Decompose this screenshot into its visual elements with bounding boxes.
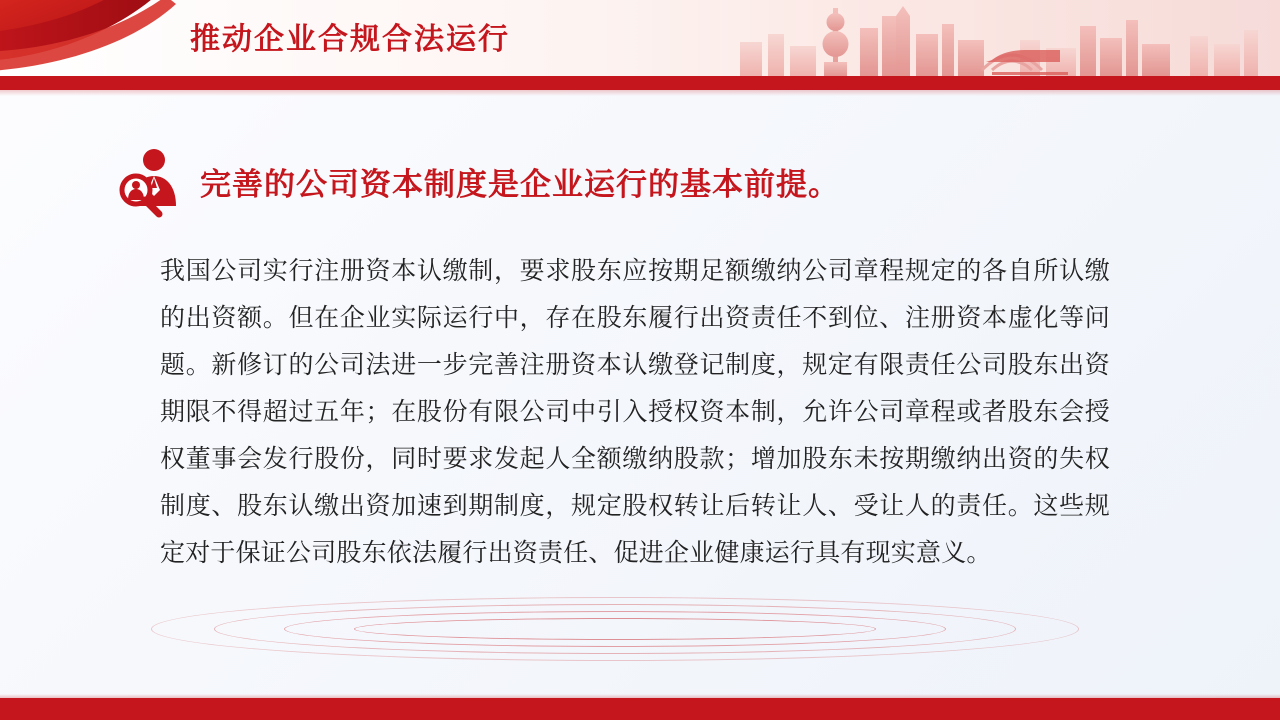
page-title: 推动企业合规合法运行 — [190, 23, 510, 56]
slide-header — [0, 0, 1280, 76]
headline-text: 完善的公司资本制度是企业运行的基本前提。 — [200, 167, 840, 202]
ellipse-ring-4 — [354, 618, 876, 640]
concentric-ellipse-decoration — [150, 594, 1080, 664]
footer-red-bar — [0, 698, 1280, 720]
header-red-bar — [0, 76, 1280, 90]
city-skyline-icon — [720, 0, 1280, 76]
businessman-magnifier-icon — [112, 144, 194, 226]
body-paragraph: 我国公司实行注册资本认缴制，要求股东应按期足额缴纳公司章程规定的各自所认缴的出资额。但在企业实际运行中，存在股东履行出资责任不到位、注册资本虚化等问题。新修订的公司法进一步完善注册资本认缴登记制度，规定有限责任公司股东出资期限不得超过五年；在股份有限公司中引入授权资本制，允许公司章程或者股东会授权董事会发行股份，同时要求发起人全额缴纳股款；增加股东未按期缴纳出资的失权制度、股东认缴出资加速到期制度，规定股权转让后转让人、受让人的责任。这些规定对于保证公司股东依法履行出资责任、促进企业健康运行具有现实意义。 — [160, 257, 1110, 567]
slide-content — [0, 96, 1280, 696]
headline-row — [112, 144, 840, 226]
